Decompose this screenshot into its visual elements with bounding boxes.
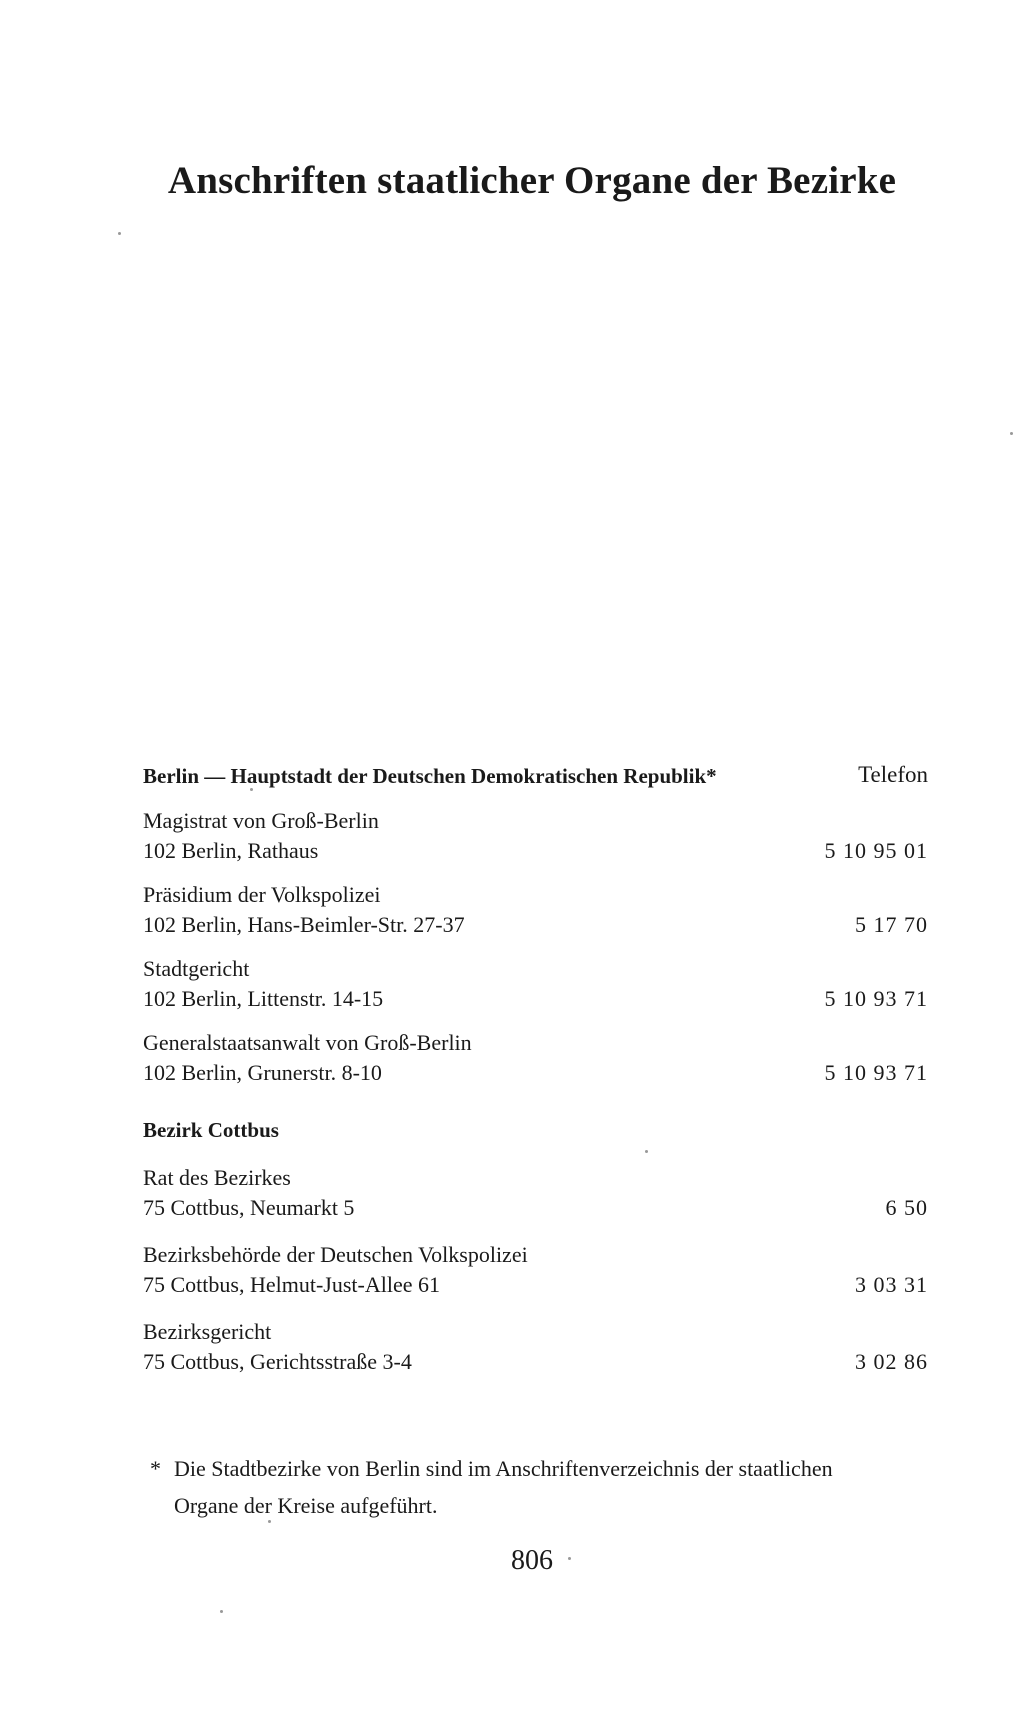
- scan-speck: [118, 232, 121, 235]
- entry-name: Generalstaatsanwalt von Groß-Berlin: [143, 1030, 472, 1055]
- entry-phone: 6 50: [885, 1195, 928, 1220]
- entry-phone: 5 10 95 01: [824, 838, 928, 863]
- entry-name: Präsidium der Volkspolizei: [143, 882, 381, 907]
- entry-phone: 3 03 31: [855, 1272, 928, 1297]
- entry-phone: 3 02 86: [855, 1349, 928, 1374]
- footnote-line-2: Organe der Kreise aufgeführt.: [174, 1493, 438, 1518]
- entry-address: 102 Berlin, Littenstr. 14-15: [143, 986, 384, 1011]
- entry-address: 102 Berlin, Grunerstr. 8-10: [143, 1060, 382, 1085]
- scan-speck: [268, 1520, 271, 1523]
- entry-phone: 5 10 93 71: [824, 1060, 928, 1085]
- entry-name: Stadtgericht: [143, 956, 250, 981]
- entry-generalstaatsanwalt: [143, 1028, 928, 1088]
- entry-magistrat: [143, 806, 928, 866]
- page-number: 806: [511, 1545, 553, 1576]
- scan-speck: [1010, 432, 1013, 435]
- entry-bezirksgericht: [143, 1317, 928, 1377]
- footnote: [150, 1450, 950, 1524]
- entry-name: Bezirksbehörde der Deutschen Volkspolizei: [143, 1242, 528, 1267]
- scan-speck: [250, 788, 253, 791]
- telefon-column-header: Telefon: [858, 762, 928, 787]
- entry-phone: 5 17 70: [855, 912, 928, 937]
- section-heading-berlin: Berlin — Hauptstadt der Deutschen Demokratischen Republik*: [143, 764, 717, 788]
- page-title: Anschriften staatlicher Organe der Bezirke: [167, 159, 897, 202]
- entry-address: 75 Cottbus, Gerichtsstraße 3-4: [143, 1349, 412, 1374]
- scan-speck: [645, 1150, 648, 1153]
- entry-rat-des-bezirkes: [143, 1163, 928, 1223]
- entry-bezirksbehoerde: [143, 1240, 928, 1300]
- scan-speck: [220, 1610, 223, 1613]
- entry-phone: 5 10 93 71: [824, 986, 928, 1011]
- entry-stadtgericht: [143, 954, 928, 1014]
- entry-name: Bezirksgericht: [143, 1319, 272, 1344]
- entry-address: 75 Cottbus, Neumarkt 5: [143, 1195, 355, 1220]
- entry-address: 102 Berlin, Hans-Beimler-Str. 27-37: [143, 912, 465, 937]
- entry-address: 75 Cottbus, Helmut-Just-Allee 61: [143, 1272, 440, 1297]
- entry-name: Rat des Bezirkes: [143, 1165, 291, 1190]
- entry-name: Magistrat von Groß-Berlin: [143, 808, 379, 833]
- section-heading-cottbus: Bezirk Cottbus: [143, 1118, 279, 1142]
- footnote-marker: *: [150, 1456, 161, 1481]
- footnote-line-1: Die Stadtbezirke von Berlin sind im Anschriftenverzeichnis der staatlichen: [174, 1456, 833, 1481]
- entry-address: 102 Berlin, Rathaus: [143, 838, 319, 863]
- scan-speck: [568, 1557, 571, 1560]
- entry-volkspolizei: [143, 880, 928, 940]
